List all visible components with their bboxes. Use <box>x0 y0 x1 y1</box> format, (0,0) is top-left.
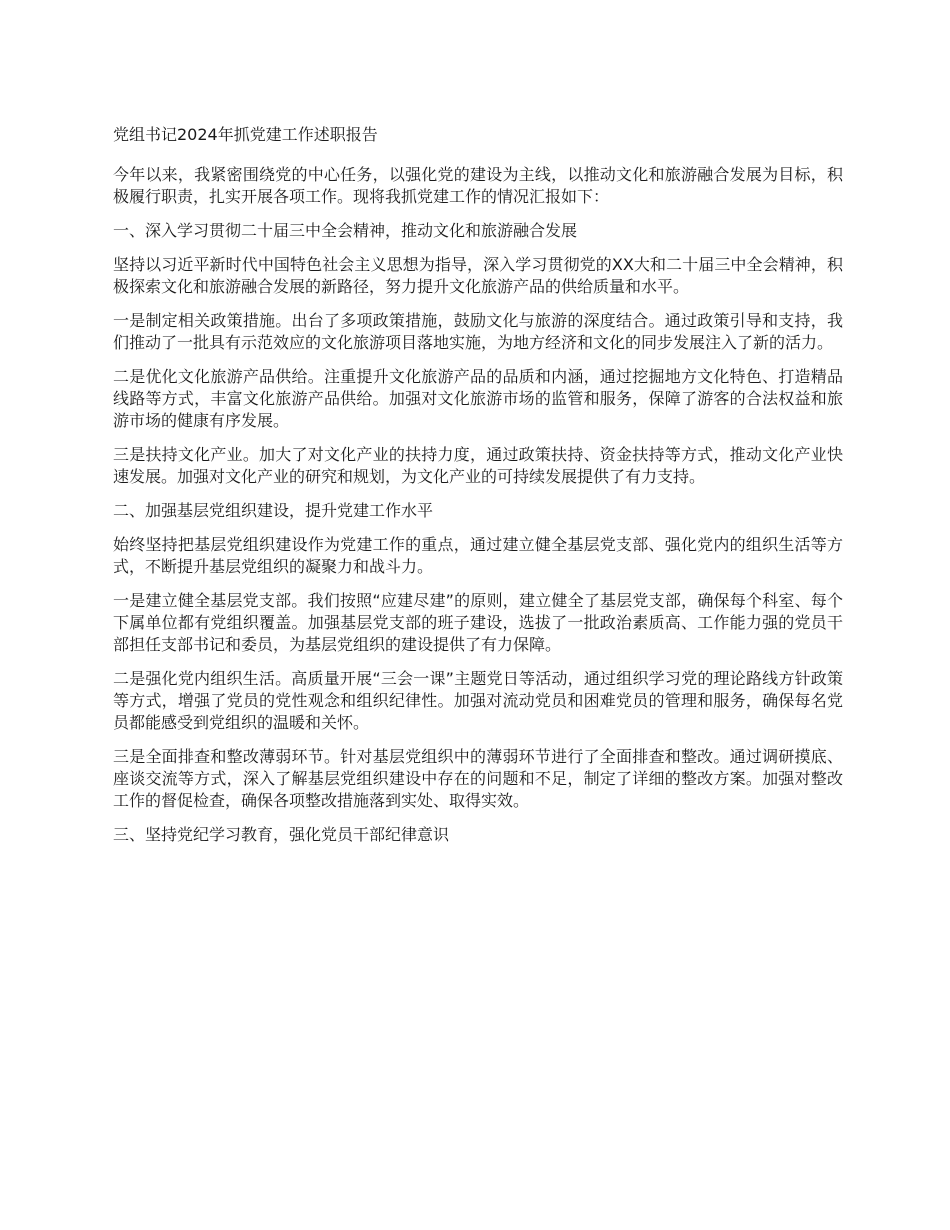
intro-paragraph: 今年以来，我紧密围绕党的中心任务，以强化党的建设为主线，以推动文化和旅游融合发展为目标，积极履行职责，扎实开展各项工作。现将我抓党建工作的情况汇报如下： <box>113 165 843 206</box>
section-2-item-3: 三是全面排查和整改薄弱环节。针对基层党组织中的薄弱环节进行了全面排查和整改。通过调研摸底、座谈交流等方式，深入了解基层党组织建设中存在的问题和不足，制定了详细的整改方案。加强对整改工作的督促检查，确保各项整改措施落到实处、取得实效。 <box>113 747 843 810</box>
section-1-item-3: 三是扶持文化产业。加大了对文化产业的扶持力度，通过政策扶持、资金扶持等方式，推动文化产业快速发展。加强对文化产业的研究和规划，为文化产业的可持续发展提供了有力支持。 <box>113 445 843 486</box>
section-1-item-1: 一是制定相关政策措施。出台了多项政策措施，鼓励文化与旅游的深度结合。通过政策引导和支持，我们推动了一批具有示范效应的文化旅游项目落地实施，为地方经济和文化的同步发展注入了新的活力。 <box>113 311 843 352</box>
document-page <box>113 124 843 858</box>
section-1-item-2: 二是优化文化旅游产品供给。注重提升文化旅游产品的品质和内涵，通过挖掘地方文化特色、打造精品线路等方式，丰富文化旅游产品供给。加强对文化旅游市场的监管和服务，保障了游客的合法权益和旅游市场的健康有序发展。 <box>113 367 843 430</box>
section-2-item-1: 一是建立健全基层党支部。我们按照“应建尽建”的原则，建立健全了基层党支部，确保每个科室、每个下属单位都有党组织覆盖。加强基层党支部的班子建设，选拔了一批政治素质高、工作能力强的党员干部担任支部书记和委员，为基层党组织的建设提供了有力保障。 <box>113 591 843 654</box>
document-title: 党组书记2024年抓党建工作述职报告 <box>113 125 378 144</box>
section-heading-1: 一、深入学习贯彻二十届三中全会精神，推动文化和旅游融合发展 <box>113 221 578 240</box>
section-2-item-2: 二是强化党内组织生活。高质量开展“三会一课”主题党日等活动，通过组织学习党的理论路线方针政策等方式，增强了党员的党性观念和组织纪律性。加强对流动党员和困难党员的管理和服务，确保每名党员都能感受到党组织的温暖和关怀。 <box>113 669 843 732</box>
section-heading-2: 二、加强基层党组织建设，提升党建工作水平 <box>113 501 434 520</box>
section-1-summary: 坚持以习近平新时代中国特色社会主义思想为指导，深入学习贯彻党的XX大和二十届三中全会精神，积极探索文化和旅游融合发展的新路径，努力提升文化旅游产品的供给质量和水平。 <box>113 255 843 296</box>
section-heading-3: 三、坚持党纪学习教育，强化党员干部纪律意识 <box>113 825 450 844</box>
section-2-summary: 始终坚持把基层党组织建设作为党建工作的重点，通过建立健全基层党支部、强化党内的组织生活等方式，不断提升基层党组织的凝聚力和战斗力。 <box>113 535 843 576</box>
